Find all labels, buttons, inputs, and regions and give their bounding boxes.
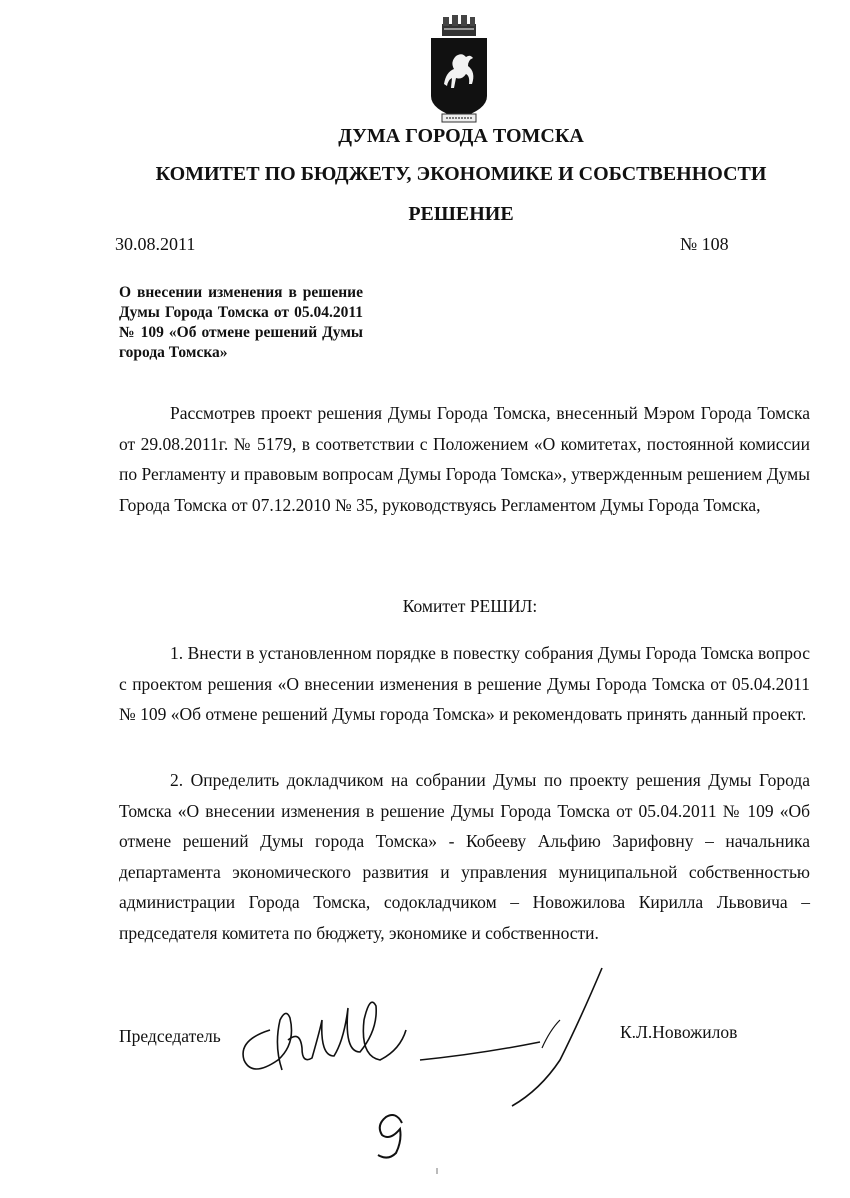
signatory-title: Председатель	[119, 1026, 221, 1046]
tomsk-coat-of-arms-icon	[426, 14, 492, 126]
committee-title: КОМИТЕТ ПО БЮДЖЕТУ, ЭКОНОМИКЕ И СОБСТВЕННОСТИ	[155, 163, 767, 185]
intro-paragraph: Рассмотрев проект решения Думы Города Томска, внесенный Мэром Города Томска от 29.08.2011г. № 5179, в соответствии с Положением «О комитетах, постоянной комиссии по Регламенту и правовым вопросам Думы Города Томска», утвержденным решением Думы Города Томска от 07.12.2010 № 35, руководствуясь Регламентом Думы Города Томска,	[119, 403, 810, 515]
decision-item-2: 2. Определить докладчиком на собрании Думы по проекту решения Думы Города Томска «О внесении изменения в решение Думы Города Томска от 05.04.2011 № 109 «Об отмене решений Думы города Томска» - Кобееву Альфию Зарифовну – начальника департамента экономического развития и управления муниципальной собственностью администрации Города Томска, содокладчиком – Новожилова Кирилла Львовича – председателя комитета по бюджету, экономике и собственности.	[119, 770, 810, 943]
signatory-name: К.Л.Новожилов	[620, 1022, 738, 1042]
handwritten-signature	[230, 960, 630, 1110]
decision-number: № 108	[680, 234, 729, 254]
decision-subject: О внесении изменения в решение Думы Города Томска от 05.04.2011 № 109 «Об отмене решений Думы города Томска»	[119, 284, 363, 361]
handwritten-page-number	[368, 1105, 418, 1165]
document-type-title: РЕШЕНИЕ	[408, 203, 514, 225]
decision-item-1: 1. Внести в установленном порядке в повестку собрания Думы Города Томска вопрос с проектом решения «О внесении изменения в решение Думы Города Томска от 05.04.2011 № 109 «Об отмене решений Думы города Томска» и рекомендовать принять данный проект.	[119, 643, 810, 724]
committee-decided-heading: Комитет РЕШИЛ:	[402, 596, 538, 616]
decision-date: 30.08.2011	[115, 234, 196, 254]
organization-title: ДУМА ГОРОДА ТОМСКА	[338, 125, 584, 147]
scan-artifact	[436, 1168, 438, 1174]
